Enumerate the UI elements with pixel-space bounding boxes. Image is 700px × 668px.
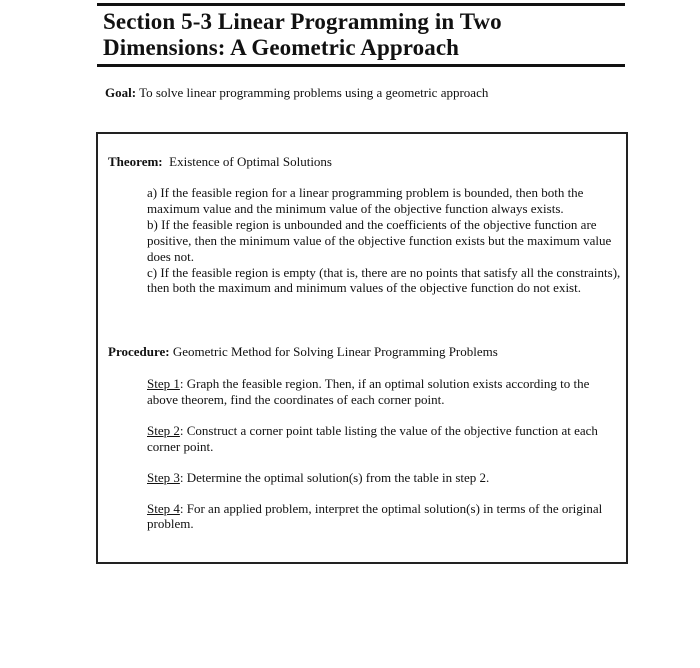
- goal-text: To solve linear programming problems using a geometric approach: [136, 85, 489, 100]
- step-1: [147, 376, 621, 408]
- theorem-item-c: c) If the feasible region is empty (that is, there are no points that satisfy all the constraints), then both the maximum and minimum values of the objective function do not exist.: [147, 264, 621, 296]
- goal-statement: [105, 85, 488, 101]
- procedure-steps: [147, 376, 621, 547]
- goal-label: Goal:: [105, 85, 137, 100]
- theorem-item-a: a) If the feasible region for a linear programming problem is bounded, then both the maximum value and the minimum value of the objective function always exists.: [147, 185, 584, 216]
- procedure-label: Procedure:: [108, 344, 170, 359]
- theorem-body: [147, 185, 621, 296]
- title-bottom-rule: [97, 64, 625, 67]
- theorem-heading: [108, 154, 332, 170]
- step-4: [147, 501, 621, 533]
- step-4-label: Step 4: [147, 500, 180, 516]
- step-3-label: Step 3: [147, 469, 180, 485]
- step-1-text: : Graph the feasible region. Then, if an optimal solution exists according to the above theorem, find the coordinates of each corner point.: [147, 376, 590, 407]
- step-2-text: : Construct a corner point table listing the value of the objective function at each corner point.: [147, 422, 598, 454]
- step-3-text: : Determine the optimal solution(s) from the table in step 2.: [179, 469, 490, 485]
- section-title: Section 5-3 Linear Programming in Two Dimensions: A Geometric Approach: [103, 9, 502, 60]
- procedure-name: Geometric Method for Solving Linear Programming Problems: [169, 344, 498, 359]
- step-2-label: Step 2: [147, 422, 180, 438]
- theorem-item-b: b) If the feasible region is unbounded and the coefficients of the objective function are positive, then the minimum value of the objective function exists but the maximum value does not.: [147, 216, 612, 264]
- theorem-procedure-box: [96, 132, 628, 564]
- step-3: [147, 470, 621, 486]
- theorem-name: Existence of Optimal Solutions: [162, 154, 332, 169]
- step-4-text: : For an applied problem, interpret the optimal solution(s) in terms of the original problem.: [147, 500, 603, 532]
- step-1-label: Step 1: [147, 376, 180, 391]
- title-top-rule: [97, 3, 625, 6]
- step-2: [147, 423, 621, 455]
- procedure-heading: [108, 344, 498, 360]
- theorem-label: Theorem:: [108, 154, 163, 169]
